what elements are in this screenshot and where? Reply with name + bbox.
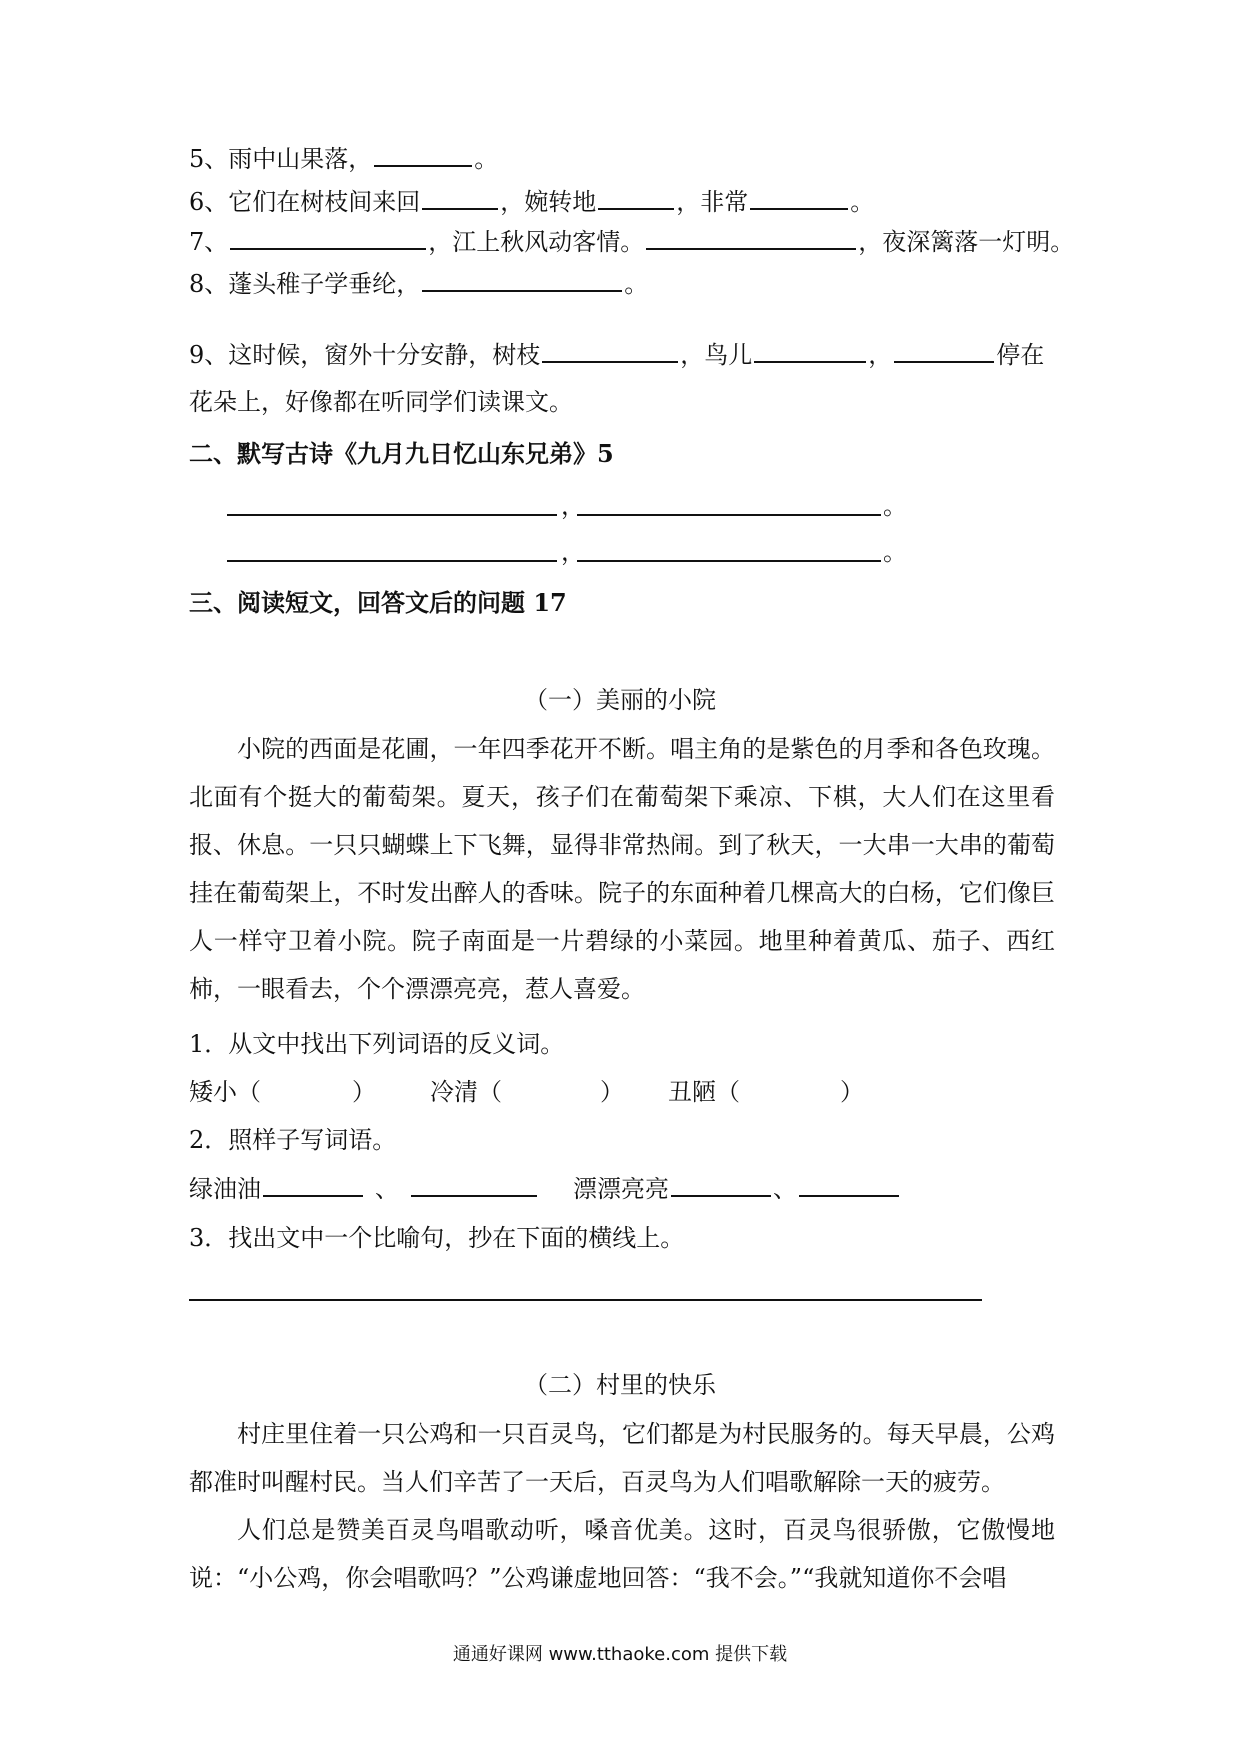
antonym-1: 矮小（ [189, 1078, 261, 1106]
question-9-continued: 花朵上，好像都在听同学们读课文。 [189, 388, 573, 416]
passage-1-text: 小院的西面是花圃，一年四季花开不断。唱主角的是紫色的月季和各色玫瑰。北面有个挺大的葡萄架。夏天，孩子们在葡萄架下乘凉、下棋，大人们在这里看报、休息。一只只蝴蝶上下飞舞，显得非常热闹。到了秋天，一大串一大串的葡萄挂在葡萄架上，不时发出醉人的香味。院子的东面种着几棵高大的白杨，它们像巨人一样守卫着小院。院子南面是一片碧绿的小菜园。地里种着黄瓜、茄子、西红柿，一眼看去，个个漂漂亮亮，惹人喜爱。 [189, 735, 1055, 1003]
question-8-text: 8、蓬头稚子学垂纶， [189, 270, 421, 298]
question-5: 5、雨中山果落， 。 [189, 145, 499, 173]
pattern-word-2: 漂漂亮亮 [573, 1175, 669, 1203]
passage-1-title: （一）美丽的小院 [524, 686, 716, 714]
answer-blank[interactable] [422, 268, 622, 292]
word-pattern-row: 绿油油 、 漂漂亮亮 、 [189, 1173, 901, 1204]
question-7-text: 7、 [189, 228, 229, 256]
poem-line-blank[interactable] [227, 514, 557, 516]
antonym-3: 丑陋（ [668, 1078, 740, 1106]
answer-blank[interactable] [894, 339, 994, 363]
poem-line-blank[interactable] [577, 560, 881, 562]
answer-blank[interactable] [263, 1173, 363, 1197]
question-6-text: 6、它们在树枝间来回 [189, 188, 421, 216]
passage-2-para-1: 村庄里住着一只公鸡和一只百灵鸟，它们都是为村民服务的。每天早晨，公鸡都准时叫醒村民。当人们辛苦了一天后，百灵鸟为人们唱歌解除一天的疲劳。 [189, 1420, 1055, 1496]
question-2: 2．照样子写词语。 [189, 1126, 397, 1154]
answer-blank[interactable] [374, 143, 472, 167]
answer-blank[interactable] [598, 186, 674, 210]
question-7: 7、 ，江上秋风动客情。 ，夜深篱落一灯明。 [189, 228, 1075, 256]
worksheet-page: 5、雨中山果落， 。 6、它们在树枝间来回 ，婉转地 ，非常 。 7、 ，江上秋风动客情。 ，夜深篱落一灯明。 8、蓬头稚子学垂纶， 。 9、这时候，窗外十分安静，树枝 ，鸟儿 ， 停在 花朵上，好像都在听同学们读课文。 二、默写古诗《九月九日忆山东兄弟》5 ， 。 ， 。 三、阅读短文，回答文后的问题 17 （一）美丽的小院 小院的西面是花圃，一年四季花开不断。唱主角的是紫色的月季和各色玫瑰。北面有个挺大的葡萄架。夏天，孩子们在葡萄架下乘凉、下棋，大人们在这里看报、休息。一只只蝴蝶上下飞舞，显得非常热闹。到了秋天，一大串一大串的葡萄挂在葡萄架上，不时发出醉人的香味。院子的东面种着几棵高大的白杨，它们像巨人一样守卫着小院。院子南面是一片碧绿的小菜园。地里种着黄瓜、茄子、西红柿，一眼看去，个个漂漂亮亮，惹人喜爱。 1．从文中找出下列词语的反义词。 矮小（ ） 冷清（ ） 丑陋（ ） 2．照样子写词语。 绿油油 、 漂漂亮亮 、 3．找出文中一个比喻句，抄在下面的横线上。 （二）村里的快乐 村庄里住着一只公鸡和一只百灵鸟，它们都是为村民服务的。每天早晨，公鸡都准时叫醒村民。当人们辛苦了一天后，百灵鸟为人们唱歌解除一天的疲劳。 人们总是赞美百灵鸟唱歌动听，嗓音优美。这时，百灵鸟很骄傲，它傲慢地说：“小公鸡，你会唱歌吗？”公鸡谦虚地回答：“我不会。”“我就知道你不会唱 通通好课网 www.tthaoke.com 提供下载 [0, 0, 1240, 1754]
question-9-text: 9、这时候，窗外十分安静，树枝 [189, 341, 541, 369]
answer-blank[interactable] [646, 226, 856, 250]
footer-source: 通通好课网 www.tthaoke.com 提供下载 [452, 1644, 788, 1665]
section-2-heading: 二、默写古诗《九月九日忆山东兄弟》5 [189, 439, 614, 468]
answer-blank[interactable] [754, 339, 866, 363]
answer-blank[interactable] [799, 1173, 899, 1197]
period: 。 [883, 492, 907, 520]
answer-blank[interactable] [230, 226, 426, 250]
comma: ， [561, 538, 585, 566]
section-3-heading: 三、阅读短文，回答文后的问题 17 [189, 588, 567, 617]
pattern-word-1: 绿油油 [189, 1175, 261, 1203]
passage-2-title: （二）村里的快乐 [524, 1371, 716, 1399]
question-3: 3．找出文中一个比喻句，抄在下面的横线上。 [189, 1224, 685, 1252]
comma: ， [561, 492, 585, 520]
answer-blank[interactable] [750, 186, 848, 210]
period: 。 [883, 538, 907, 566]
poem-line-blank[interactable] [577, 514, 881, 516]
answer-line[interactable] [189, 1299, 982, 1301]
answer-blank[interactable] [542, 339, 678, 363]
answer-blank[interactable] [411, 1173, 537, 1197]
question-1: 1．从文中找出下列词语的反义词。 [189, 1030, 565, 1058]
passage-2-para-2: 人们总是赞美百灵鸟唱歌动听，嗓音优美。这时，百灵鸟很骄傲，它傲慢地说：“小公鸡，你会唱歌吗？”公鸡谦虚地回答：“我不会。”“我就知道你不会唱 [189, 1516, 1055, 1592]
antonym-2: 冷清（ [430, 1078, 502, 1106]
question-8: 8、蓬头稚子学垂纶， 。 [189, 270, 649, 298]
question-5-text: 5、雨中山果落， [189, 145, 373, 173]
question-6: 6、它们在树枝间来回 ，婉转地 ，非常 。 [189, 188, 875, 216]
answer-blank[interactable] [422, 186, 498, 210]
answer-blank[interactable] [671, 1173, 771, 1197]
poem-line-blank[interactable] [227, 560, 557, 562]
question-9: 9、这时候，窗外十分安静，树枝 ，鸟儿 ， 停在 [189, 341, 1045, 369]
